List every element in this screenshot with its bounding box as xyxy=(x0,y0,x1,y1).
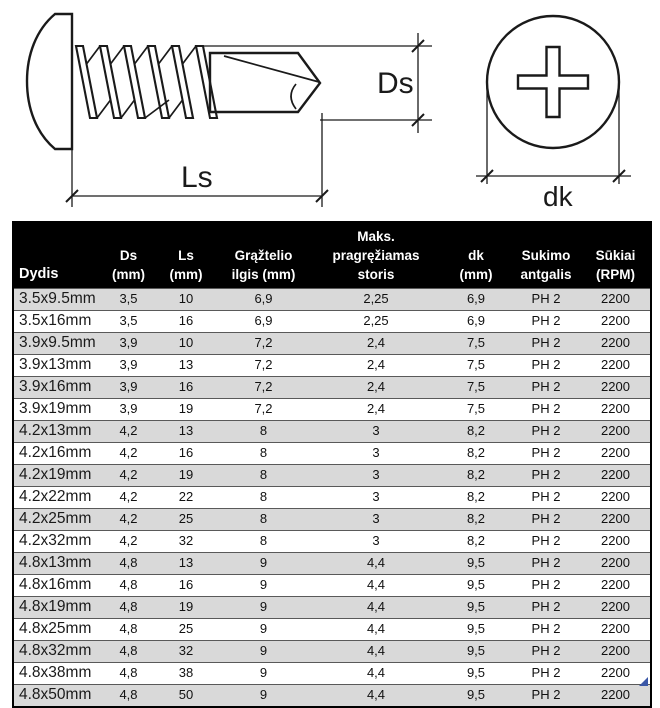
value-cell: 3,9 xyxy=(101,333,156,355)
value-cell: 3 xyxy=(311,443,441,465)
value-cell: PH 2 xyxy=(511,619,581,641)
ls-dimension xyxy=(66,113,328,207)
value-cell: 22 xyxy=(156,487,216,509)
value-cell: 7,2 xyxy=(216,355,311,377)
value-cell: 4,8 xyxy=(101,575,156,597)
size-cell: 3.5x16mm xyxy=(13,311,101,333)
value-cell: 2200 xyxy=(581,597,651,619)
value-cell: 2200 xyxy=(581,531,651,553)
value-cell: 32 xyxy=(156,641,216,663)
value-cell: 4,2 xyxy=(101,443,156,465)
table-row xyxy=(13,355,651,377)
value-cell: 3 xyxy=(311,421,441,443)
column-header: Maks. pragręžiamas storis xyxy=(311,222,441,289)
table-row xyxy=(13,553,651,575)
value-cell: 9,5 xyxy=(441,553,511,575)
value-cell: 8,2 xyxy=(441,487,511,509)
column-header: dk (mm) xyxy=(441,222,511,289)
column-header: Ds (mm) xyxy=(101,222,156,289)
value-cell: 2200 xyxy=(581,377,651,399)
value-cell: 2200 xyxy=(581,443,651,465)
value-cell: 9 xyxy=(216,619,311,641)
value-cell: PH 2 xyxy=(511,597,581,619)
value-cell: 4,2 xyxy=(101,531,156,553)
value-cell: PH 2 xyxy=(511,333,581,355)
table-header-row xyxy=(13,222,651,289)
value-cell: 9,5 xyxy=(441,619,511,641)
value-cell: 9 xyxy=(216,685,311,708)
value-cell: 16 xyxy=(156,377,216,399)
value-cell: 8 xyxy=(216,421,311,443)
size-cell: 4.8x19mm xyxy=(13,597,101,619)
column-header: Grąžtelio ilgis (mm) xyxy=(216,222,311,289)
value-cell: 7,5 xyxy=(441,333,511,355)
value-cell: 3 xyxy=(311,465,441,487)
value-cell: 2200 xyxy=(581,421,651,443)
value-cell: 8 xyxy=(216,465,311,487)
value-cell: 7,5 xyxy=(441,399,511,421)
value-cell: 3,5 xyxy=(101,289,156,311)
size-cell: 4.8x50mm xyxy=(13,685,101,708)
table-row xyxy=(13,509,651,531)
value-cell: 4,8 xyxy=(101,685,156,708)
value-cell: 25 xyxy=(156,619,216,641)
value-cell: 2,25 xyxy=(311,289,441,311)
size-cell: 4.2x13mm xyxy=(13,421,101,443)
value-cell: PH 2 xyxy=(511,311,581,333)
value-cell: 8 xyxy=(216,509,311,531)
value-cell: 6,9 xyxy=(441,289,511,311)
value-cell: 8 xyxy=(216,531,311,553)
value-cell: 19 xyxy=(156,465,216,487)
table-row xyxy=(13,311,651,333)
value-cell: 4,4 xyxy=(311,619,441,641)
table-row xyxy=(13,443,651,465)
table-row xyxy=(13,685,651,708)
value-cell: 2200 xyxy=(581,355,651,377)
value-cell: 4,8 xyxy=(101,553,156,575)
value-cell: PH 2 xyxy=(511,531,581,553)
value-cell: 6,9 xyxy=(441,311,511,333)
value-cell: 9 xyxy=(216,575,311,597)
size-cell: 4.8x25mm xyxy=(13,619,101,641)
value-cell: 7,2 xyxy=(216,399,311,421)
value-cell: 8,2 xyxy=(441,421,511,443)
value-cell: 4,8 xyxy=(101,619,156,641)
value-cell: 25 xyxy=(156,509,216,531)
value-cell: 3 xyxy=(311,487,441,509)
value-cell: 9,5 xyxy=(441,663,511,685)
value-cell: 16 xyxy=(156,311,216,333)
value-cell: 9,5 xyxy=(441,641,511,663)
table-row xyxy=(13,487,651,509)
phillips-recess-icon xyxy=(518,47,588,117)
size-cell: 4.8x16mm xyxy=(13,575,101,597)
table-row xyxy=(13,421,651,443)
table-body xyxy=(13,289,651,708)
value-cell: PH 2 xyxy=(511,465,581,487)
value-cell: 4,2 xyxy=(101,487,156,509)
value-cell: PH 2 xyxy=(511,399,581,421)
value-cell: PH 2 xyxy=(511,509,581,531)
value-cell: PH 2 xyxy=(511,553,581,575)
value-cell: 8 xyxy=(216,487,311,509)
table-row xyxy=(13,289,651,311)
value-cell: 4,2 xyxy=(101,509,156,531)
column-header: Dydis xyxy=(13,222,101,289)
value-cell: 8,2 xyxy=(441,465,511,487)
table-corner-marker xyxy=(639,677,648,686)
value-cell: 19 xyxy=(156,399,216,421)
value-cell: 2200 xyxy=(581,553,651,575)
value-cell: 2,4 xyxy=(311,355,441,377)
table-row xyxy=(13,531,651,553)
value-cell: PH 2 xyxy=(511,355,581,377)
size-cell: 4.2x22mm xyxy=(13,487,101,509)
value-cell: 4,8 xyxy=(101,663,156,685)
size-cell: 3.9x13mm xyxy=(13,355,101,377)
table-row xyxy=(13,399,651,421)
size-cell: 3.5x9.5mm xyxy=(13,289,101,311)
value-cell: 6,9 xyxy=(216,311,311,333)
size-cell: 4.2x16mm xyxy=(13,443,101,465)
table-row xyxy=(13,465,651,487)
value-cell: PH 2 xyxy=(511,377,581,399)
screw-head-top-view xyxy=(476,16,631,212)
value-cell: PH 2 xyxy=(511,575,581,597)
value-cell: 3,9 xyxy=(101,355,156,377)
value-cell: 3,9 xyxy=(101,377,156,399)
value-cell: 4,4 xyxy=(311,685,441,708)
screw-technical-drawing xyxy=(0,0,660,218)
value-cell: 4,4 xyxy=(311,575,441,597)
value-cell: 7,2 xyxy=(216,377,311,399)
table-row xyxy=(13,377,651,399)
value-cell: 9,5 xyxy=(441,685,511,708)
value-cell: 8,2 xyxy=(441,443,511,465)
value-cell: 4,8 xyxy=(101,597,156,619)
table-row xyxy=(13,597,651,619)
value-cell: 2,4 xyxy=(311,333,441,355)
size-cell: 4.8x32mm xyxy=(13,641,101,663)
value-cell: 4,4 xyxy=(311,641,441,663)
value-cell: 9 xyxy=(216,553,311,575)
value-cell: 4,2 xyxy=(101,465,156,487)
drill-point xyxy=(210,53,320,112)
value-cell: 38 xyxy=(156,663,216,685)
value-cell: 16 xyxy=(156,575,216,597)
value-cell: 2,4 xyxy=(311,399,441,421)
value-cell: 10 xyxy=(156,333,216,355)
column-header: Sūkiai (RPM) xyxy=(581,222,651,289)
screw-side-view xyxy=(27,14,432,207)
value-cell: 2200 xyxy=(581,465,651,487)
value-cell: 19 xyxy=(156,597,216,619)
ds-dimension xyxy=(204,33,432,133)
value-cell: 2200 xyxy=(581,619,651,641)
value-cell: PH 2 xyxy=(511,487,581,509)
value-cell: 2,25 xyxy=(311,311,441,333)
value-cell: 2200 xyxy=(581,399,651,421)
value-cell: 2200 xyxy=(581,685,651,708)
dk-label: dk xyxy=(543,181,573,212)
value-cell: 9,5 xyxy=(441,575,511,597)
value-cell: 16 xyxy=(156,443,216,465)
size-cell: 3.9x16mm xyxy=(13,377,101,399)
value-cell: 3 xyxy=(311,509,441,531)
value-cell: 6,9 xyxy=(216,289,311,311)
head-circle xyxy=(487,16,619,148)
value-cell: 8,2 xyxy=(441,509,511,531)
value-cell: 9 xyxy=(216,641,311,663)
value-cell: 2200 xyxy=(581,663,651,685)
value-cell: 9,5 xyxy=(441,597,511,619)
column-header: Sukimo antgalis xyxy=(511,222,581,289)
value-cell: 7,5 xyxy=(441,355,511,377)
size-cell: 4.8x13mm xyxy=(13,553,101,575)
value-cell: 7,2 xyxy=(216,333,311,355)
table-row xyxy=(13,641,651,663)
value-cell: 13 xyxy=(156,553,216,575)
value-cell: 2200 xyxy=(581,575,651,597)
value-cell: 4,4 xyxy=(311,597,441,619)
table-header xyxy=(13,222,651,289)
value-cell: PH 2 xyxy=(511,663,581,685)
value-cell: 4,8 xyxy=(101,641,156,663)
value-cell: 9 xyxy=(216,597,311,619)
column-header: Ls (mm) xyxy=(156,222,216,289)
value-cell: PH 2 xyxy=(511,421,581,443)
size-cell: 4.2x19mm xyxy=(13,465,101,487)
value-cell: 7,5 xyxy=(441,377,511,399)
value-cell: PH 2 xyxy=(511,289,581,311)
value-cell: 8 xyxy=(216,443,311,465)
size-cell: 4.2x32mm xyxy=(13,531,101,553)
value-cell: 10 xyxy=(156,289,216,311)
value-cell: 4,4 xyxy=(311,553,441,575)
value-cell: PH 2 xyxy=(511,685,581,708)
value-cell: PH 2 xyxy=(511,443,581,465)
table-row xyxy=(13,619,651,641)
value-cell: 9 xyxy=(216,663,311,685)
size-cell: 4.2x25mm xyxy=(13,509,101,531)
value-cell: 2200 xyxy=(581,333,651,355)
value-cell: 3 xyxy=(311,531,441,553)
value-cell: 50 xyxy=(156,685,216,708)
value-cell: 2200 xyxy=(581,487,651,509)
value-cell: 2,4 xyxy=(311,377,441,399)
screw-spec-table xyxy=(12,221,652,708)
value-cell: 4,2 xyxy=(101,421,156,443)
value-cell: 4,4 xyxy=(311,663,441,685)
table-row xyxy=(13,575,651,597)
value-cell: 2200 xyxy=(581,641,651,663)
value-cell: 2200 xyxy=(581,311,651,333)
table-row xyxy=(13,663,651,685)
size-cell: 3.9x19mm xyxy=(13,399,101,421)
screw-head xyxy=(27,14,72,149)
value-cell: 2200 xyxy=(581,509,651,531)
screw-threads xyxy=(76,46,217,118)
value-cell: 32 xyxy=(156,531,216,553)
table-row xyxy=(13,333,651,355)
value-cell: 2200 xyxy=(581,289,651,311)
value-cell: 3,9 xyxy=(101,399,156,421)
value-cell: 3,5 xyxy=(101,311,156,333)
value-cell: PH 2 xyxy=(511,641,581,663)
ds-label: Ds xyxy=(377,67,414,100)
ls-label: Ls xyxy=(181,161,213,194)
value-cell: 13 xyxy=(156,355,216,377)
value-cell: 8,2 xyxy=(441,531,511,553)
size-cell: 3.9x9.5mm xyxy=(13,333,101,355)
size-cell: 4.8x38mm xyxy=(13,663,101,685)
value-cell: 13 xyxy=(156,421,216,443)
